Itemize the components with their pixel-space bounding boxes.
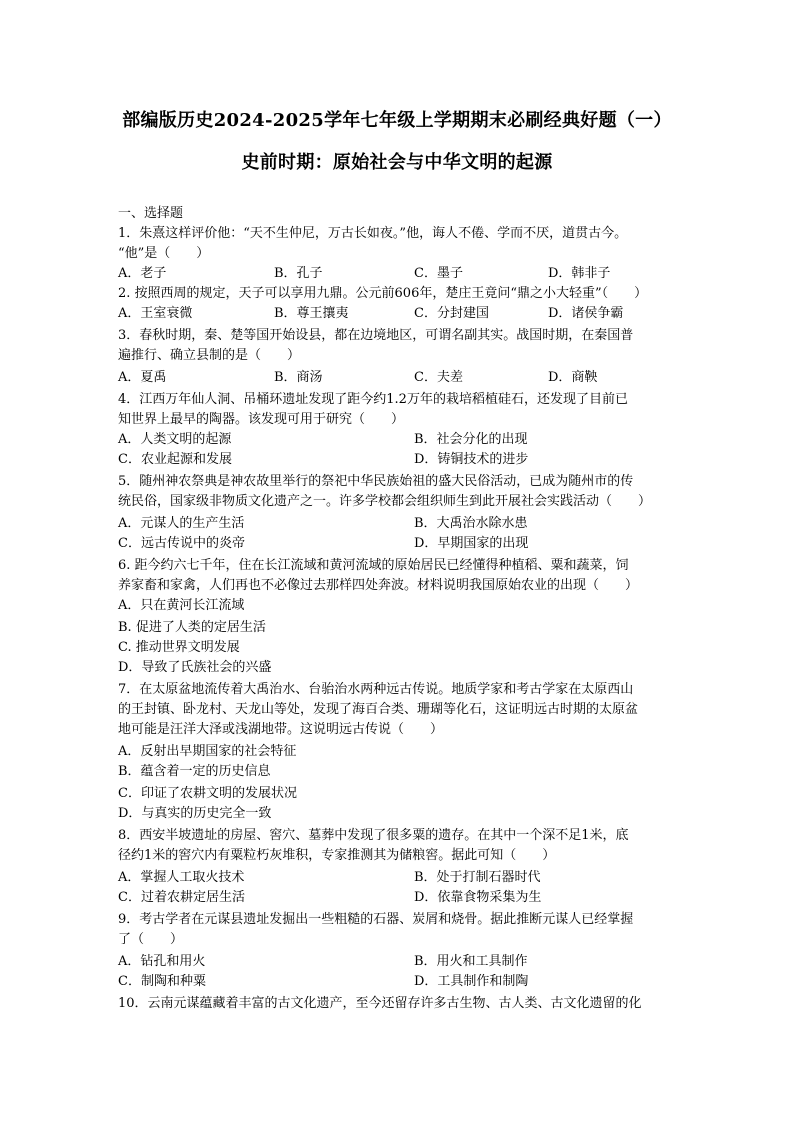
question-8-options-row-1	[118, 868, 678, 888]
option-c: C. 推动世界文明发展	[118, 640, 240, 655]
question-3-options	[118, 368, 678, 388]
question-4-line-2: 知世界上最早的陶器。该发现可用于研究（ ）	[118, 412, 405, 427]
option-b: B．尊王攘夷	[274, 306, 349, 321]
option-a: A．掌握人工取火技术	[118, 870, 245, 885]
question-4-options-row-2	[118, 450, 678, 470]
option-b: B. 促进了人类的定居生活	[118, 620, 266, 635]
option-d: D．依靠食物采集为生	[414, 890, 542, 905]
question-1-options	[118, 264, 678, 284]
option-c: C．过着农耕定居生活	[118, 890, 245, 905]
option-b: B．用火和工具制作	[414, 954, 528, 969]
question-1-line-2: “他”是（ ）	[118, 246, 210, 261]
option-a: A．元谋人的生产生活	[118, 516, 245, 531]
option-d: D．诸侯争霸	[548, 306, 624, 321]
question-7-line-3: 地可能是汪洋大泽或浅湖地带。这说明远古传说（ ）	[118, 722, 444, 737]
option-d: D．工具制作和制陶	[414, 974, 529, 989]
question-6-line-2: 养家畜和家禽，人们再也不必像过去那样四处奔波。材料说明我国原始农业的出现（ ）	[118, 578, 639, 593]
question-2-options	[118, 304, 678, 324]
question-3-line-1: 3．春秋时期，秦、楚等国开始设县，都在边境地区，可谓名副其实。战国时期，在秦国普	[118, 328, 634, 343]
option-d: D．与真实的历史完全一致	[118, 806, 272, 821]
option-d: D．导致了氏族社会的兴盛	[118, 660, 272, 675]
question-7-line-2: 的王封镇、卧龙村、天龙山等处，发现了海百合类、珊瑚等化石，这证明远古时期的太原盆	[118, 702, 639, 717]
option-d: D．早期国家的出现	[414, 536, 529, 551]
question-8-line-2: 径约1米的窖穴内有粟粒朽灰堆积，专家推测其为储粮窖。据此可知（ ）	[118, 848, 556, 863]
option-c: C．印证了农耕文明的发展状况	[118, 786, 297, 801]
option-c: C．墨子	[414, 266, 463, 281]
option-b: B．社会分化的出现	[414, 432, 528, 447]
option-a: A．只在黄河长江流域	[118, 598, 245, 613]
option-a: A．反射出早期国家的社会特征	[118, 744, 297, 759]
question-8-line-1: 8．西安半坡遗址的房屋、窖穴、墓葬中发现了很多粟的遗存。在其中一个深不足1米，底	[118, 828, 629, 843]
option-b: B．孔子	[274, 266, 323, 281]
question-2-line-1: 2. 按照西周的规定，天子可以享用九鼎。公元前606年，楚庄王竟问“鼎之小大轻重”（ ）	[118, 286, 648, 301]
option-c: C．分封建国	[414, 306, 489, 321]
section-heading: 一、选择题	[118, 206, 184, 221]
option-c: C．夫差	[414, 370, 463, 385]
option-d: D．商鞅	[548, 370, 598, 385]
question-5-options-row-1	[118, 514, 678, 534]
option-a: A．夏禹	[118, 370, 167, 385]
question-5-line-2: 统民俗，国家级非物质文化遗产之一。许多学校都会组织师生到此开展社会实践活动（ ）	[118, 494, 652, 509]
option-a: A．王室衰微	[118, 306, 193, 321]
question-8-options-row-2	[118, 888, 678, 908]
question-1-line-1: 1．朱熹这样评价他：“天不生仲尼，万古长如夜。”他，诲人不倦、学而不厌，道贯古今。	[118, 226, 628, 241]
question-4-line-1: 4．江西万年仙人洞、吊桶环遗址发现了距今约1.2万年的栽培稻植硅石，还发现了目前已	[118, 392, 628, 407]
question-5-line-1: 5．随州神农祭典是神农故里举行的祭祀中华民族始祖的盛大民俗活动，已成为随州市的传	[118, 474, 634, 489]
page-title: 部编版历史2024-2025学年七年级上学期期末必刷经典好题（一）	[122, 110, 672, 131]
question-5-options-row-2	[118, 534, 678, 554]
option-a: A．老子	[118, 266, 167, 281]
question-7-line-1: 7．在太原盆地流传着大禹治水、台骀治水两种远古传说。地质学家和考古学家在太原西山	[118, 682, 634, 697]
question-6-line-1: 6. 距今约六七千年，住在长江流域和黄河流域的原始居民已经懂得种植稻、粟和蔬菜，饲	[118, 558, 629, 573]
option-a: A．人类文明的起源	[118, 432, 232, 447]
option-d: D．韩非子	[548, 266, 611, 281]
option-b: B．商汤	[274, 370, 323, 385]
option-b: B．蕴含着一定的历史信息	[118, 764, 271, 779]
question-4-options-row-1	[118, 430, 678, 450]
question-9-line-1: 9．考古学者在元谋县遗址发掘出一些粗糙的石器、炭屑和烧骨。据此推断元谋人已经掌握	[118, 912, 634, 927]
page-subtitle: 史前时期：原始社会与中华文明的起源	[241, 152, 553, 173]
question-9-options-row-1	[118, 952, 678, 972]
option-c: C．农业起源和发展	[118, 452, 232, 467]
option-c: C．远古传说中的炎帝	[118, 536, 245, 551]
question-3-line-2: 遍推行、确立县制的是（ ）	[118, 348, 301, 363]
question-10-line-1: 10．云南元谋蕴藏着丰富的古文化遗产，至今还留存许多古生物、古人类、古文化遗留的化	[118, 996, 642, 1011]
option-b: B．大禹治水除水患	[414, 516, 528, 531]
option-a: A．钻孔和用火	[118, 954, 206, 969]
option-d: D．铸铜技术的进步	[414, 452, 529, 467]
question-9-line-2: 了（ ）	[118, 932, 184, 947]
question-9-options-row-2	[118, 972, 678, 992]
option-b: B．处于打制石器时代	[414, 870, 541, 885]
option-c: C．制陶和种粟	[118, 974, 206, 989]
